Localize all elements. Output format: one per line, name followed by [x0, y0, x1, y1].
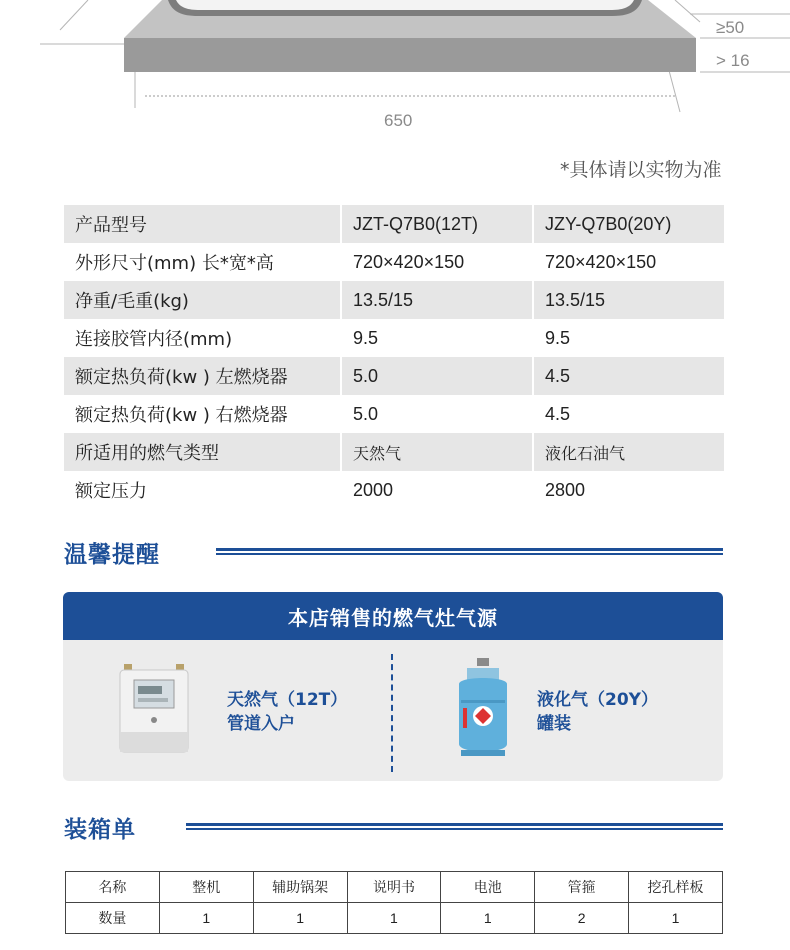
natural-gas-label — [227, 688, 347, 736]
natural-gas-supply: 管道入户 — [227, 714, 295, 734]
packing-cell: 电池 — [441, 872, 535, 903]
lpg-label — [537, 688, 658, 736]
packing-cell: 数量 — [66, 903, 160, 934]
dim-label-ge50: ≥50 — [716, 18, 745, 37]
natural-gas-type: 天然气（12T） — [227, 690, 348, 710]
spec-row — [64, 357, 724, 395]
dim-label-650: 650 — [384, 111, 413, 130]
spec-value-20y: 13.5/15 — [534, 281, 724, 319]
left-diagonal-guide — [60, 0, 88, 30]
spec-value-20y: JZY-Q7B0(20Y) — [534, 205, 724, 243]
gas-source-card-title: 本店销售的燃气灶气源 — [63, 592, 723, 640]
gas-cylinder-icon — [455, 658, 511, 758]
spec-label: 额定压力 — [75, 481, 147, 502]
packing-cell: 管箍 — [535, 872, 629, 903]
spec-row — [64, 471, 724, 509]
spec-value-20y: 2800 — [545, 479, 586, 500]
spec-value-12t: 720×420×150 — [353, 251, 465, 272]
packing-heading-rule — [186, 823, 723, 831]
spec-label: 连接胶管内径(mm) — [75, 329, 233, 350]
spec-value-12t: 13.5/15 — [342, 281, 532, 319]
spec-row — [64, 243, 724, 281]
packing-header-row — [66, 872, 723, 903]
packing-cell: 挖孔样板 — [629, 872, 723, 903]
packing-qty: 1 — [441, 903, 535, 934]
spec-row — [64, 319, 724, 357]
spec-row — [64, 281, 724, 319]
packing-table — [65, 871, 723, 934]
packing-qty: 1 — [159, 903, 253, 934]
right-diagonal-guide — [675, 0, 700, 22]
gas-source-card-body — [63, 640, 723, 781]
packing-heading: 装箱单 — [64, 817, 136, 843]
packing-qty: 1 — [253, 903, 347, 934]
spec-label: 净重/毛重(kg) — [64, 281, 340, 319]
cutout-opening — [176, 0, 634, 10]
spec-row — [64, 433, 724, 471]
reminder-heading: 温馨提醒 — [64, 542, 160, 568]
gas-meter-icon — [118, 662, 190, 754]
packing-qty-row — [66, 903, 723, 934]
lpg-supply: 罐装 — [537, 714, 571, 734]
spec-value-20y: 4.5 — [534, 357, 724, 395]
packing-qty: 2 — [535, 903, 629, 934]
spec-value-12t: 5.0 — [353, 403, 379, 424]
gas-source-card — [63, 592, 723, 781]
spec-value-20y: 液化石油气 — [534, 433, 724, 471]
disclaimer-note: *具体请以实物为准 — [560, 159, 722, 181]
packing-qty: 1 — [629, 903, 723, 934]
spec-row — [64, 205, 724, 243]
spec-label: 外形尺寸(mm) 长*宽*高 — [75, 253, 274, 274]
spec-label: 产品型号 — [64, 205, 340, 243]
countertop-front-face — [124, 38, 696, 72]
spec-row — [64, 395, 724, 433]
spec-value-12t: 天然气 — [342, 433, 532, 471]
spec-value-20y: 9.5 — [545, 327, 571, 348]
spec-value-20y: 4.5 — [545, 403, 571, 424]
spec-value-12t: 5.0 — [342, 357, 532, 395]
spec-value-20y: 720×420×150 — [545, 251, 657, 272]
spec-label: 额定热负荷(kw ) 左燃烧器 — [64, 357, 340, 395]
packing-cell: 名称 — [66, 872, 160, 903]
dim-label-gt16: > 16 — [716, 51, 750, 70]
spec-table — [64, 205, 724, 509]
spec-label: 所适用的燃气类型 — [64, 433, 340, 471]
spec-value-12t: JZT-Q7B0(12T) — [342, 205, 532, 243]
spec-label: 额定热负荷(kw ) 右燃烧器 — [75, 405, 288, 426]
reminder-heading-rule — [216, 548, 723, 556]
packing-cell: 说明书 — [347, 872, 441, 903]
spec-value-12t: 9.5 — [353, 327, 379, 348]
packing-cell: 辅助锅架 — [253, 872, 347, 903]
spec-value-12t: 2000 — [353, 479, 394, 500]
lpg-type: 液化气（20Y） — [537, 690, 658, 710]
packing-cell: 整机 — [159, 872, 253, 903]
card-divider — [391, 654, 393, 772]
cutout-diagram — [0, 0, 790, 140]
packing-qty: 1 — [347, 903, 441, 934]
